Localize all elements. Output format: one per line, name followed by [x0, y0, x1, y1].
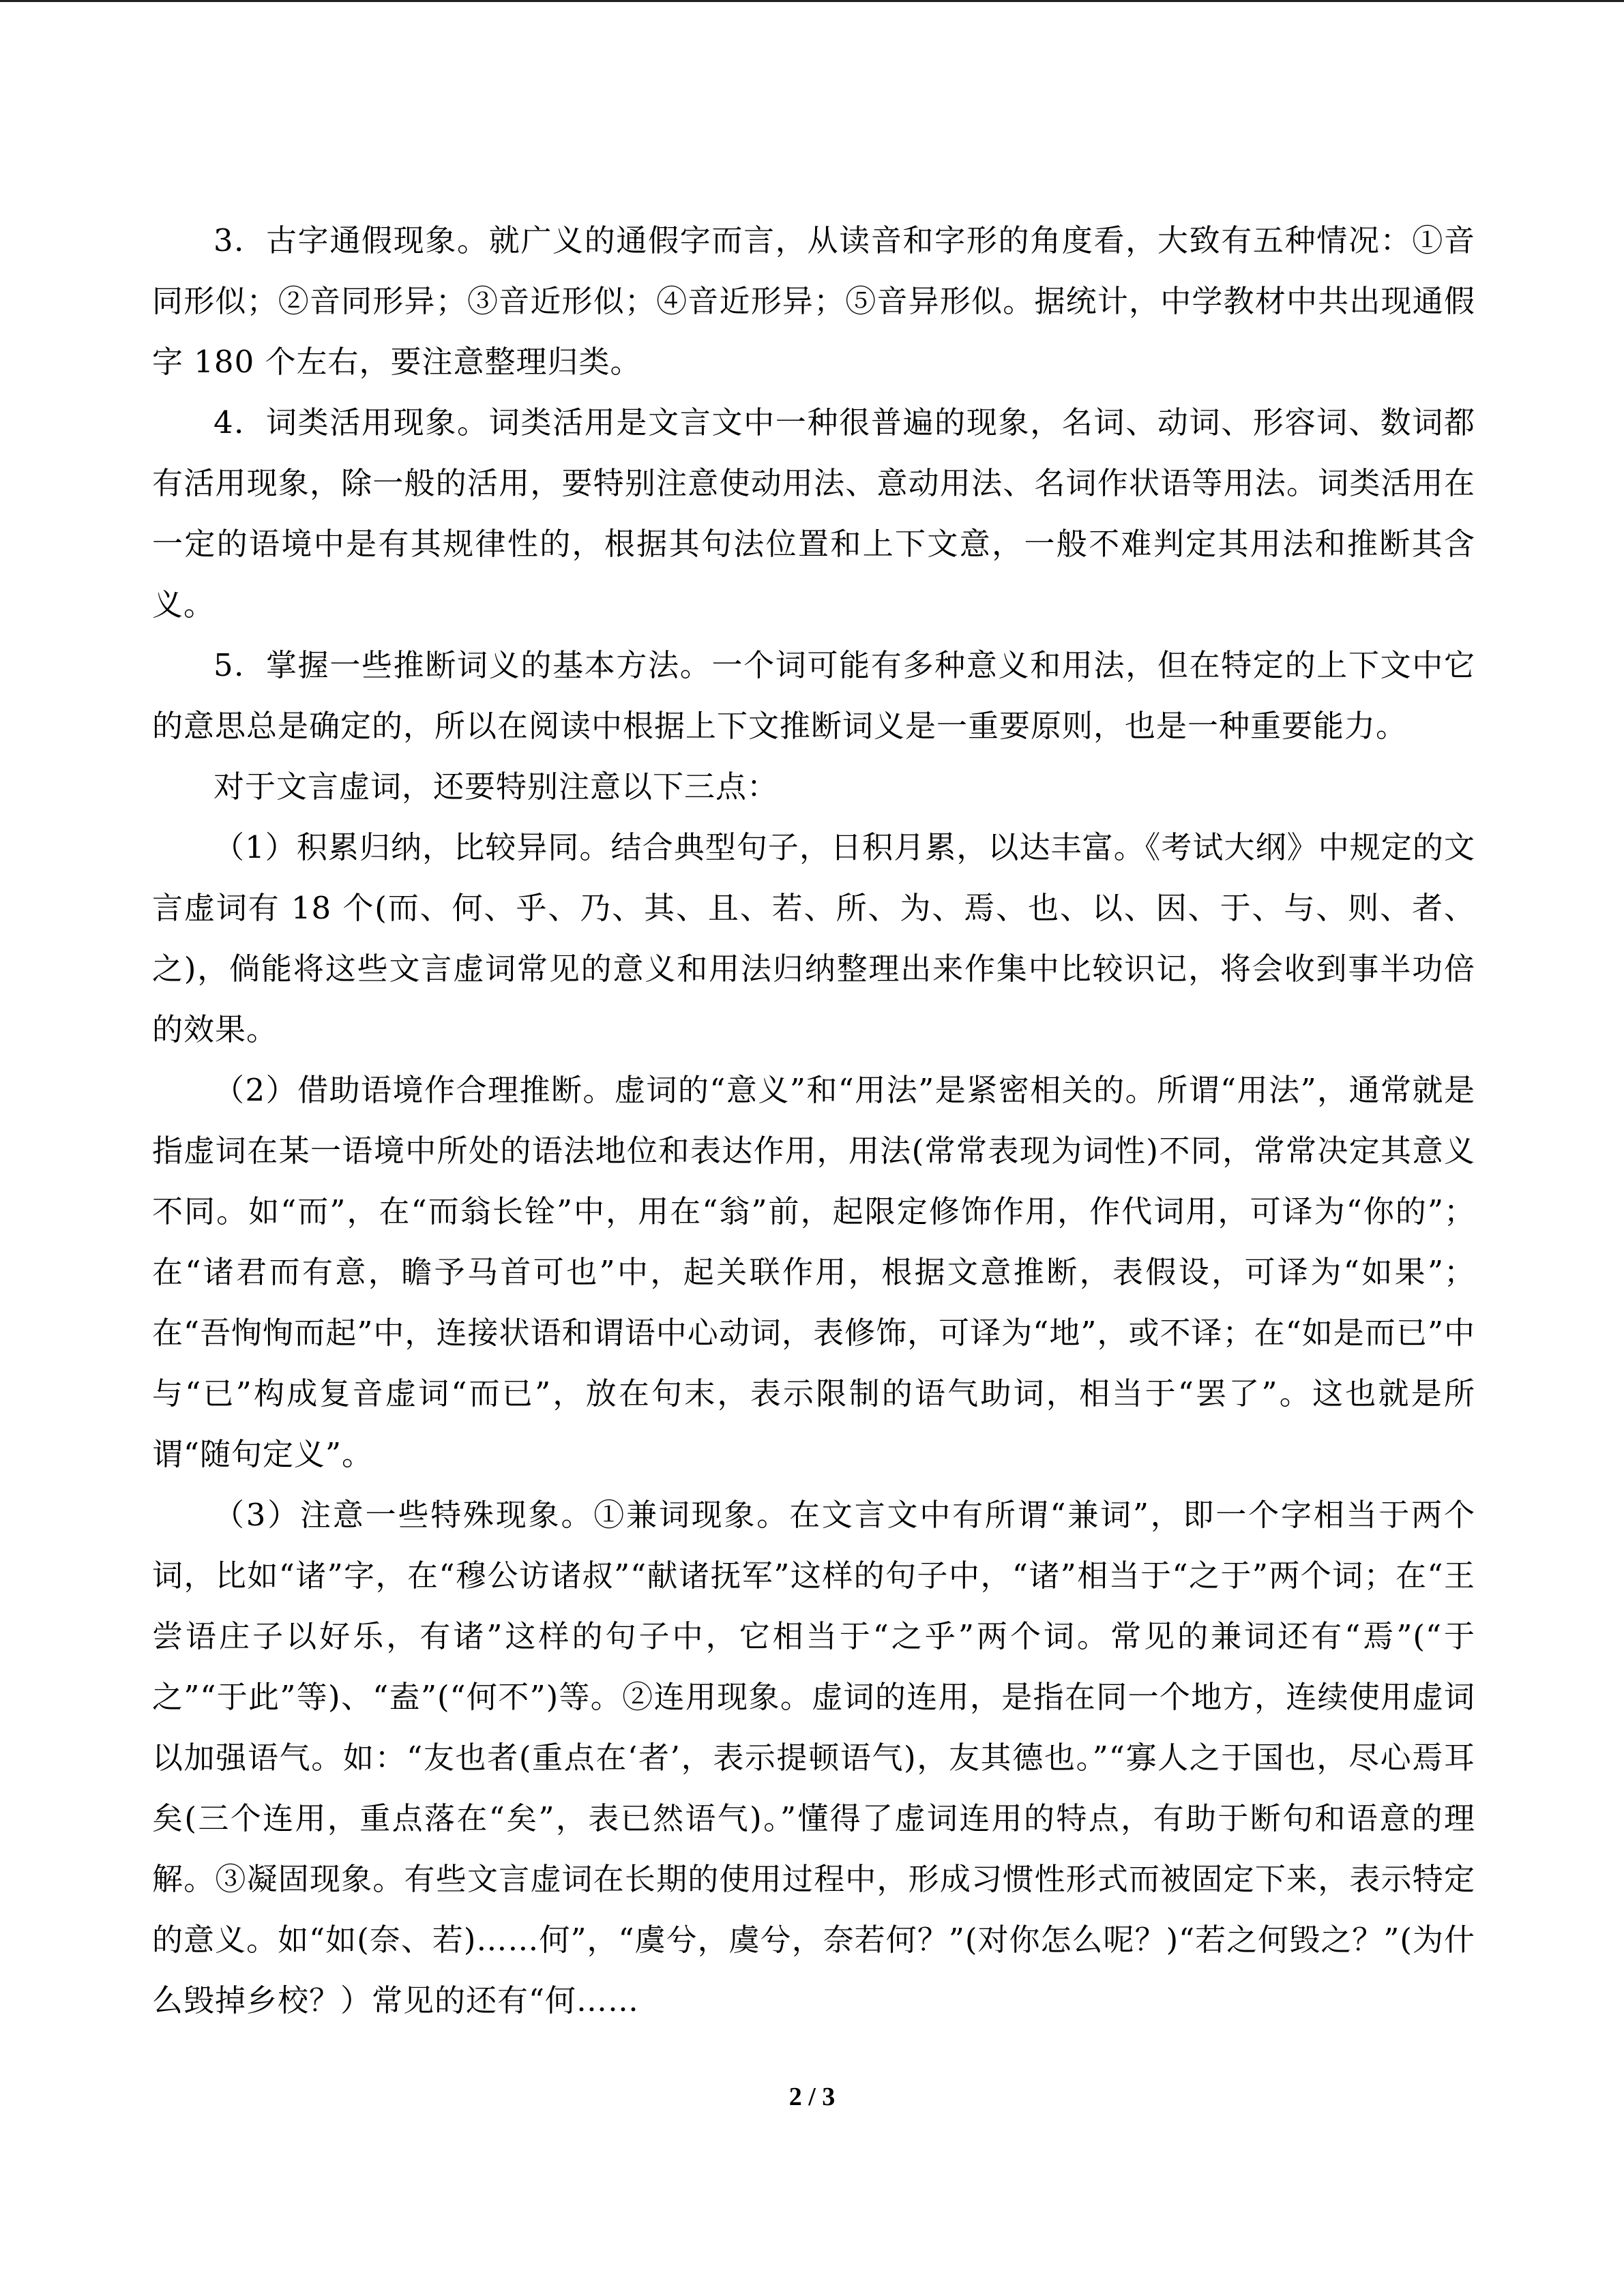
paragraph-xuci-point-1: （1）积累归纳，比较异同。结合典型句子，日积月累，以达丰富。《考试大纲》中规定的文言虚词有 18 个(而、何、乎、乃、其、且、若、所、为、焉、也、以、因、于、与、则、者、之)，倘能将这些文言虚词常见的意义和用法归纳整理出来作集中比较识记，将会收到事半功倍的效果。	[152, 829, 1475, 1047]
paragraph-tuiduan: 5．掌握一些推断词义的基本方法。一个词可能有多种意义和用法，但在特定的上下文中它的意思总是确定的，所以在阅读中根据上下文推断词义是一重要原则，也是一种重要能力。	[152, 647, 1475, 744]
page-body	[152, 210, 1475, 2031]
paragraph-xuci-point-3: （3）注意一些特殊现象。①兼词现象。在文言文中有所谓“兼词”，即一个字相当于两个词，比如“诸”字，在“穆公访诸叔”“献诸抚军”这样的句子中，“诸”相当于“之于”两个词；在“王尝语庄子以好乐，有诸”这样的句子中，它相当于“之乎”两个词。常见的兼词还有“焉”(“于之”“于此”等)、“盍”(“何不”)等。②连用现象。虚词的连用，是指在同一个地方，连续使用虚词以加强语气。如：“友也者(重点在‘者’，表示提顿语气)，友其德也。”“寡人之于国也，尽心焉耳矣(三个连用，重点落在“矣”，表已然语气)。”懂得了虚词连用的特点，有助于断句和语意的理解。③凝固现象。有些文言虚词在长期的使用过程中，形成习惯性形式而被固定下来，表示特定的意义。如“如(奈、若)……何”，“虞兮，虞兮，奈若何？”(对你怎么呢？)“若之何毁之？”(为什么毁掉乡校？）常见的还有“何……	[152, 1497, 1475, 2018]
paragraph-huoyong: 4．词类活用现象。词类活用是文言文中一种很普遍的现象，名词、动词、形容词、数词都有活用现象，除一般的活用，要特别注意使动用法、意动用法、名词作状语等用法。词类活用在一定的语境中是有其规律性的，根据其句法位置和上下文意，一般不难判定其用法和推断其含义。	[152, 404, 1475, 623]
paragraph-tongjia: 3．古字通假现象。就广义的通假字而言，从读音和字形的角度看，大致有五种情况：①音同形似；②音同形异；③音近形似；④音近形异；⑤音异形似。据统计，中学教材中共出现通假字 180 个左右，要注意整理归类。	[152, 222, 1475, 380]
paragraph-xuci-intro: 对于文言虚词，还要特别注意以下三点：	[213, 769, 779, 805]
page-number: 2 / 3	[788, 2083, 836, 2111]
paragraph-xuci-point-2: （2）借助语境作合理推断。虚词的“意义”和“用法”是紧密相关的。所谓“用法”，通常就是指虚词在某一语境中所处的语法地位和表达作用，用法(常常表现为词性)不同，常常决定其意义不同。如“而”，在“而翁长铨”中，用在“翁”前，起限定修饰作用，作代词用，可译为“你的”；在“诸君而有意，瞻予马首可也”中，起关联作用，根据文意推断，表假设，可译为“如果”；在“吾恂恂而起”中，连接状语和谓语中心动词，表修饰，可译为“地”，或不译；在“如是而已”中与“已”构成复音虚词“而已”，放在句末，表示限制的语气助词，相当于“罢了”。这也就是所谓“随句定义”。	[152, 1072, 1475, 1472]
